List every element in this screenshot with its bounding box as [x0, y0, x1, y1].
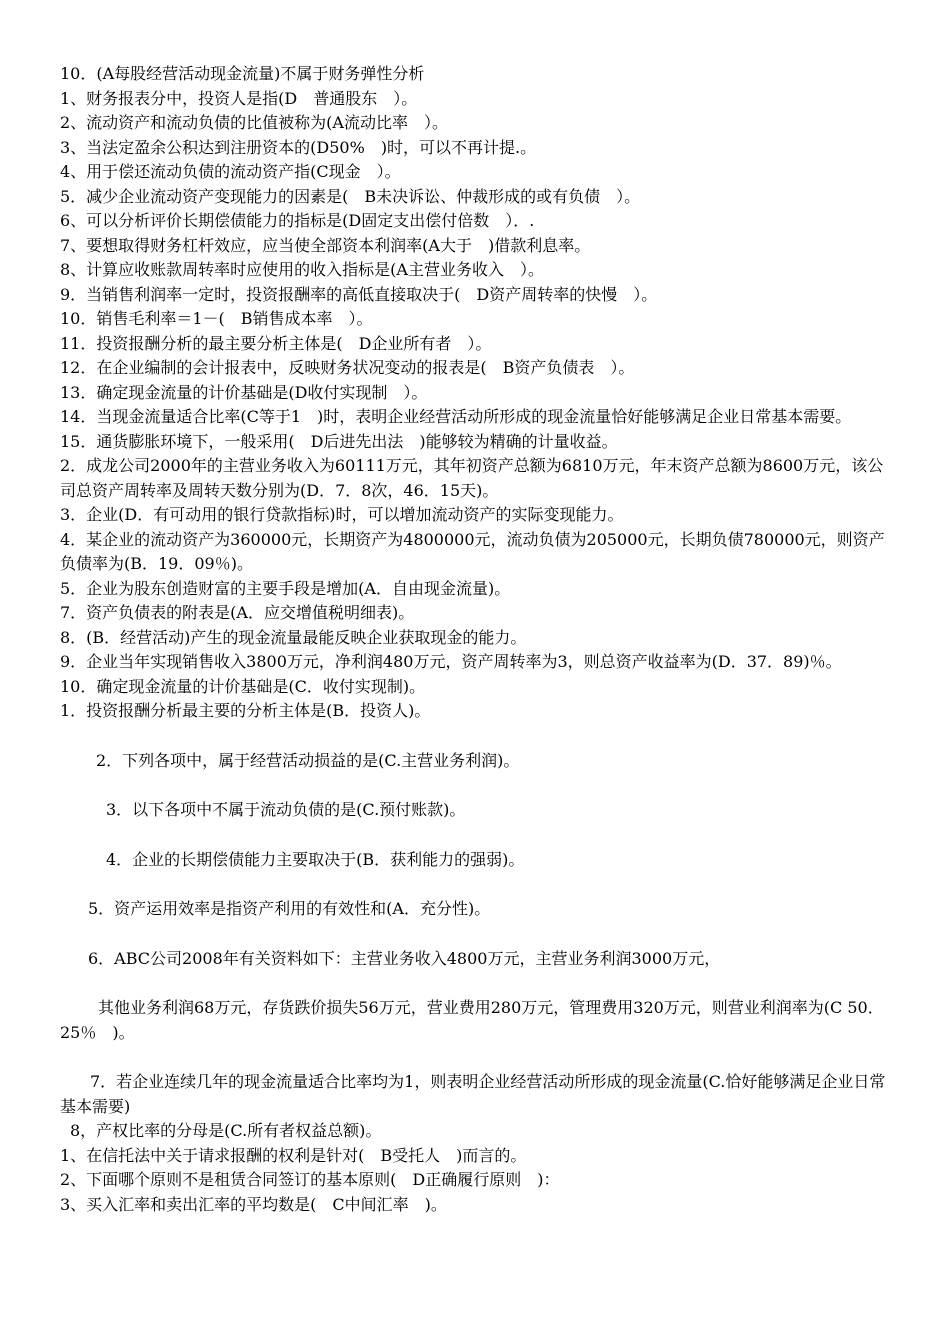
question-line: 4．企业的长期偿债能力主要取决于(B．获利能力的强弱)。: [106, 849, 525, 869]
question-line: 3、当法定盈余公积达到注册资本的(D50% )时，可以不再计提.。: [60, 137, 537, 157]
question-line: 3．企业(D．有可动用的银行贷款指标)时，可以增加流动资产的实际变现能力。: [60, 505, 624, 524]
question-line: 3、买入汇率和卖出汇率的平均数是( C中间汇率 )。: [60, 1194, 447, 1214]
question-line: 10．销售毛利率＝1－( B销售成本率 ）。: [60, 309, 373, 328]
question-line: 6、可以分析评价长期偿债能力的指标是(D固定支出偿付倍数 ）．.: [60, 211, 535, 230]
question-line: 8．(B．经营活动)产生的现金流量最能反映企业获取现金的能力。: [60, 627, 527, 647]
question-line: 10．(A每股经营活动现金流量)不属于财务弹性分析: [60, 64, 425, 83]
question-line: 5．企业为股东创造财富的主要手段是增加(A．自由现金流量)。: [60, 578, 511, 598]
question-line: 2．下列各项中，属于经营活动损益的是(C.主营业务利润)。: [96, 750, 520, 770]
question-line: 6．ABC公司2008年有关资料如下：主营业务收入4800万元，主营业务利润3000万元，: [88, 948, 721, 968]
question-line: 2、下面哪个原则不是租赁合同签订的基本原则( D正确履行原则 )：: [60, 1170, 560, 1189]
question-line: [60, 996, 898, 1045]
question-line-text: 7．若企业连续几年的现金流量适合比率均为1，则表明企业经营活动所形成的现金流量(C.恰好能够满足企业日常基本需要): [60, 1072, 886, 1116]
question-line: 4．某企业的流动资产为360000元，长期资产为4800000元，流动负债为205000元，长期负债780000元，则资产负债率为(B．19．09％)。: [60, 529, 885, 573]
question-line: 15．通货膨胀环境下，一般采用( D后进先出法 )能够较为精确的计量收益。: [60, 431, 618, 451]
question-line: 11．投资报酬分析的最主要分析主体是( D企业所有者 ）。: [60, 333, 492, 353]
document-body: [60, 62, 898, 1217]
question-line: 10．确定现金流量的计价基础是(C．收付实现制)。: [60, 676, 426, 696]
question-line: 12．在企业编制的会计报表中，反映财务状况变动的报表是( B资产负债表 ）。: [60, 358, 635, 377]
question-line: 14．当现金流量适合比率(C等于1 )时，表明企业经营活动所形成的现金流量恰好能够满足企业日常基本需要。: [60, 407, 852, 426]
question-line: 4、用于偿还流动负债的流动资产指(C现金 ）。: [60, 162, 401, 181]
question-line: 8、计算应收账款周转率时应使用的收入指标是(A主营业务收入 ）。: [60, 260, 544, 279]
question-line: 9．企业当年实现销售收入3800万元，净利润480万元，资产周转率为3，则总资产收益率为(D．37．89)％。: [60, 652, 842, 671]
question-line-text: 其他业务利润68万元，存货跌价损失56万元，营业费用280万元，管理费用320万元，则营业利润率为(C 50．25％ )。: [60, 998, 884, 1042]
question-line: 13．确定现金流量的计价基础是(D收付实现制 ）。: [60, 382, 428, 402]
question-line: 7．资产负债表的附表是(A．应交增值税明细表)。: [60, 603, 415, 622]
question-line: 7、要想取得财务杠杆效应，应当使全部资本利润率(A大于 )借款利息率。: [60, 235, 591, 255]
question-line: 2、流动资产和流动负债的比值被称为(A流动比率 ）。: [60, 113, 448, 132]
question-line: 3．以下各项中不属于流动负债的是(C.预付账款)。: [106, 800, 466, 819]
question-line: 5．资产运用效率是指资产利用的有效性和(A．充分性)。: [88, 899, 491, 918]
question-line: 5．减少企业流动资产变现能力的因素是( B未决诉讼、仲裁形成的或有负债 ）。: [60, 186, 641, 206]
question-line: 1、在信托法中关于请求报酬的权利是针对( B受托人 )而言的。: [60, 1145, 527, 1165]
question-line: 1．投资报酬分析最主要的分析主体是(B．投资人)。: [60, 701, 431, 720]
question-line: 1、财务报表分中，投资人是指(D 普通股东 ）。: [60, 88, 418, 108]
question-line: [60, 1070, 898, 1119]
question-line: 2．成龙公司2000年的主营业务收入为60111万元，其年初资产总额为6810万元，年末资产总额为8600万元，该公司总资产周转率及周转天数分别为(D．7．8次，46．15天)。: [60, 456, 884, 500]
question-line: 8，产权比率的分母是(C.所有者权益总额)。: [70, 1121, 382, 1140]
question-line: 9．当销售利润率一定时，投资报酬率的高低直接取决于( D资产周转率的快慢 ）。: [60, 284, 658, 304]
